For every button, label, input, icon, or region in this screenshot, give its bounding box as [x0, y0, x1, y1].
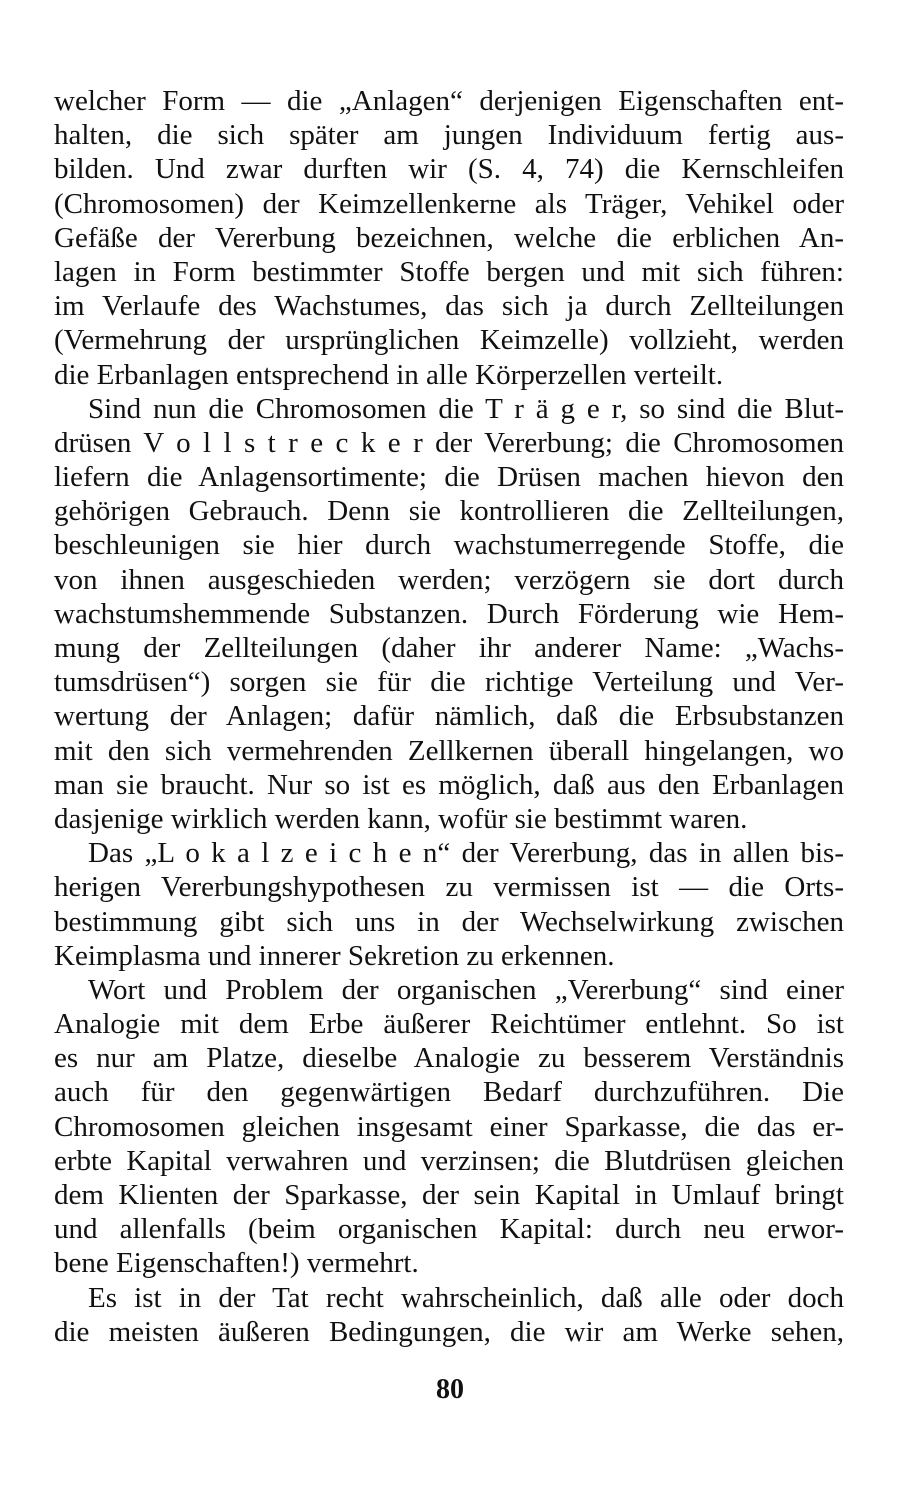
- text-line: es nur am Platze, dieselbe Analogie zu besserem Verständnis: [54, 1042, 844, 1075]
- text-line: lagen in Form bestimmter Stoffe bergen und mit sich führen:: [54, 255, 844, 288]
- text-line: und allenfalls (beim organischen Kapital: durch neu erwor-: [54, 1213, 844, 1246]
- text-line: welcher Form — die „Anlagen“ derjenigen Eigenschaften ent-: [54, 85, 844, 117]
- body-text: [54, 84, 844, 1349]
- text-line: mit den sich vermehrenden Zellkernen überall hingelangen, wo: [54, 734, 844, 767]
- text-line: mung der Zellteilungen (daher ihr anderer Name: „Wachs-: [54, 632, 844, 664]
- text-line: tumsdrüsen“) sorgen sie für die richtige Verteilung und Ver-: [54, 666, 844, 699]
- text-line: im Verlaufe des Wachstumes, das sich ja durch Zellteilungen: [54, 290, 844, 323]
- text-line: herigen Vererbungshypothesen zu vermissen ist — die Orts-: [54, 871, 844, 904]
- text-line: wertung der Anlagen; dafür nämlich, daß die Erbsubstanzen: [54, 700, 844, 733]
- paragraph: [54, 392, 844, 836]
- text-line: Chromosomen gleichen insgesamt einer Sparkasse, die das er-: [54, 1110, 844, 1143]
- text-line: auch für den gegenwärtigen Bedarf durchzuführen. Die: [54, 1076, 844, 1109]
- text-line: man sie braucht. Nur so ist es möglich, daß aus den Erbanlagen: [54, 768, 844, 801]
- paragraph: [54, 973, 844, 1281]
- text-line: von ihnen ausgeschieden werden; verzögern sie dort durch: [54, 563, 844, 596]
- text-line: Keimplasma und innerer Sekretion zu erkennen.: [54, 939, 615, 972]
- paragraph: [54, 836, 844, 973]
- text-line: wachstumshemmende Substanzen. Durch Förderung wie Hem-: [54, 597, 844, 630]
- text-line: bestimmung gibt sich uns in der Wechselwirkung zwischen: [54, 905, 844, 938]
- text-line: liefern die Anlagensortimente; die Drüsen machen hievon den: [54, 461, 844, 494]
- text-line: Wort und Problem der organischen „Vererbung“ sind einer: [88, 973, 844, 1006]
- text-line: dasjenige wirklich werden kann, wofür sie bestimmt waren.: [54, 802, 748, 835]
- text-line: bilden. Und zwar durften wir (S. 4, 74) die Kernschleifen: [54, 153, 844, 186]
- text-line: halten, die sich später am jungen Individuum fertig aus-: [54, 119, 844, 152]
- text-line: dem Klienten der Sparkasse, der sein Kapital in Umlauf bringt: [54, 1179, 844, 1211]
- text-line: die meisten äußeren Bedingungen, die wir am Werke sehen,: [54, 1315, 844, 1348]
- paragraph: [54, 84, 844, 392]
- text-line: gehörigen Gebrauch. Denn sie kontrollieren die Zellteilungen,: [54, 495, 844, 528]
- text-line: drüsen V o l l s t r e c k e r der Vererbung; die Chromosomen: [54, 426, 844, 459]
- text-line: Das „L o k a l z e i c h e n“ der Vererbung, das in allen bis-: [88, 837, 844, 870]
- paragraph: [54, 1281, 844, 1349]
- text-line: (Vermehrung der ursprünglichen Keimzelle) vollzieht, werden: [54, 324, 844, 357]
- text-line: (Chromosomen) der Keimzellenkerne als Träger, Vehikel oder: [54, 187, 844, 220]
- text-line: Gefäße der Vererbung bezeichnen, welche die erblichen An-: [54, 221, 844, 254]
- text-line: bene Eigenschaften!) vermehrt.: [54, 1247, 419, 1280]
- page-number: 80: [436, 1374, 464, 1405]
- text-line: Analogie mit dem Erbe äußerer Reichtümer entlehnt. So ist: [54, 1008, 844, 1041]
- text-line: Sind nun die Chromosomen die T r ä g e r, so sind die Blut-: [88, 392, 844, 425]
- text-line: die Erbanlagen entsprechend in alle Körperzellen verteilt.: [54, 358, 724, 391]
- text-line: Es ist in der Tat recht wahrscheinlich, daß alle oder doch: [88, 1281, 844, 1314]
- text-line: erbte Kapital verwahren und verzinsen; die Blutdrüsen gleichen: [54, 1144, 844, 1177]
- text-line: beschleunigen sie hier durch wachstumerregende Stoffe, die: [54, 529, 844, 562]
